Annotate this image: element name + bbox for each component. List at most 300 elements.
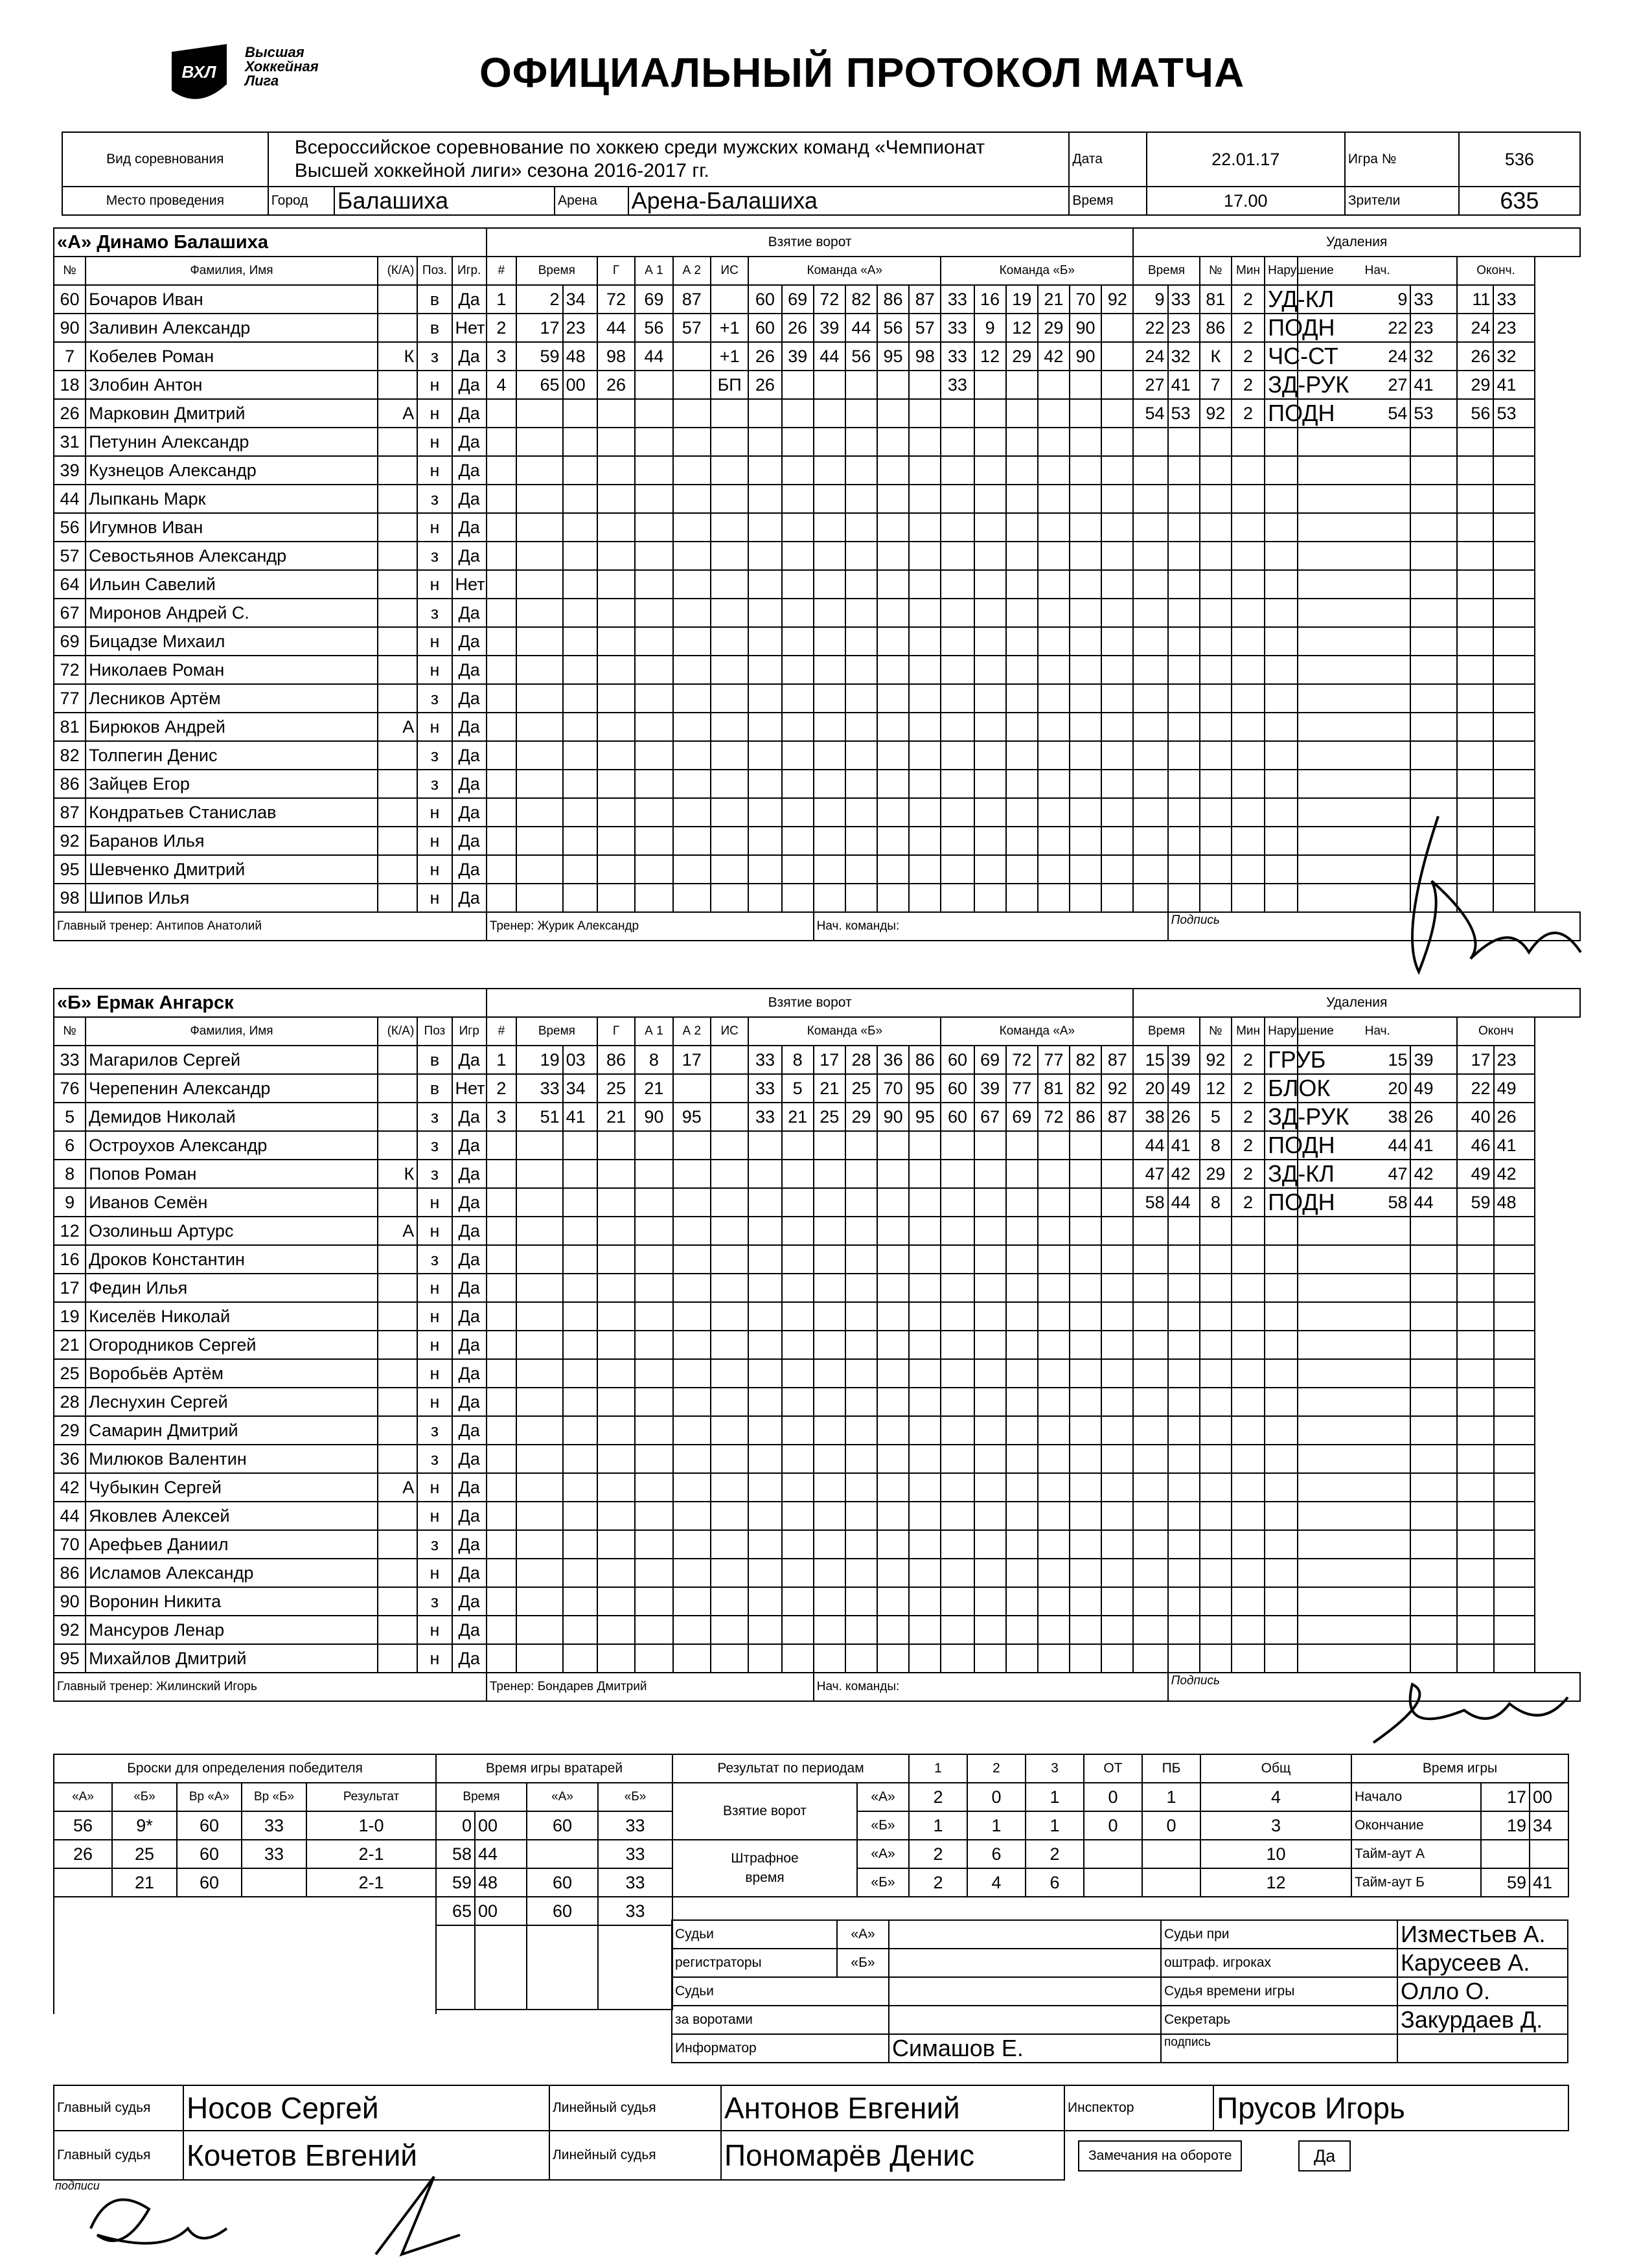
player-role bbox=[378, 1359, 417, 1388]
player-plays: Да bbox=[452, 1188, 487, 1217]
player-number: 17 bbox=[54, 1274, 86, 1302]
player-position: з bbox=[417, 542, 452, 570]
goal-opp-player bbox=[1038, 371, 1070, 399]
player-name: Черепенин Александр bbox=[86, 1074, 378, 1103]
player-name: Кондратьев Станислав bbox=[86, 798, 378, 827]
penbox-label-1: Судьи при bbox=[1161, 1920, 1397, 1949]
player-name: Арефьев Даниил bbox=[86, 1530, 378, 1559]
player-plays: Да bbox=[452, 1160, 487, 1188]
player-plays: Да bbox=[452, 513, 487, 542]
pen-end-min: 26 bbox=[1457, 342, 1493, 371]
goalie-min: 65 bbox=[436, 1897, 475, 1925]
goal-opp-player: 60 bbox=[941, 1074, 974, 1103]
period-pen-a: 6 bbox=[967, 1840, 1026, 1868]
player-number: 95 bbox=[54, 855, 86, 884]
pen-minutes: 2 bbox=[1232, 342, 1265, 371]
secretary: Закурдаев Д. bbox=[1397, 2006, 1568, 2034]
goal-own-player: 95 bbox=[909, 1103, 941, 1131]
shootout-cell: 33 bbox=[242, 1840, 306, 1868]
player-plays: Нет bbox=[452, 314, 487, 342]
goal-own-player: 95 bbox=[877, 342, 909, 371]
goal-sec: 23 bbox=[563, 314, 597, 342]
period-col: 1 bbox=[909, 1754, 967, 1783]
player-plays: Нет bbox=[452, 1074, 487, 1103]
secretary-label: Секретарь bbox=[1161, 2006, 1397, 2034]
pen-min: 24 bbox=[1133, 342, 1167, 371]
player-number: 26 bbox=[54, 399, 86, 428]
pen-player: К bbox=[1200, 342, 1232, 371]
player-position: н bbox=[417, 1473, 452, 1502]
player-position: в bbox=[417, 314, 452, 342]
shootout-cell: 1-0 bbox=[306, 1811, 436, 1840]
player-name: Лыпкань Марк bbox=[86, 485, 378, 513]
player-plays: Да bbox=[452, 1559, 487, 1587]
pen-end-sec: 33 bbox=[1493, 285, 1535, 314]
period-pen-a: 2 bbox=[1026, 1840, 1084, 1868]
gametime-judge: Олло О. bbox=[1397, 1977, 1568, 2006]
goal-scorer: 98 bbox=[597, 342, 635, 371]
goal-opp-player: 60 bbox=[941, 1103, 974, 1131]
goal-sec: 48 bbox=[563, 342, 597, 371]
pen-start-min: 24 bbox=[1298, 342, 1410, 371]
goalie-row bbox=[436, 1811, 672, 1840]
team-title: «А» Динамо Балашиха bbox=[54, 228, 487, 257]
period-results-table: Результат по периодам 1 2 3 ОТ ПБ Общ Взятие ворот «А» 2 0 1 0 1 4 «Б» 1 1 1 0 0 3 Штрафное время «А» 2 6 2 10 «Б» 2 4 6 12 bbox=[672, 1754, 1352, 1897]
match-info-table bbox=[62, 132, 1581, 216]
player-position: н bbox=[417, 1502, 452, 1530]
player-row bbox=[54, 513, 1580, 542]
place-label: Место проведения bbox=[62, 187, 268, 215]
player-name: Кобелев Роман bbox=[86, 342, 378, 371]
player-position: н bbox=[417, 1188, 452, 1217]
goalie-time-table: Время игры вратарей Время «А» «Б» 0 00 60 33 58 44 33 59 48 60 33 65 00 60 33 bbox=[435, 1754, 673, 2010]
player-role bbox=[378, 1046, 417, 1074]
player-row bbox=[54, 485, 1580, 513]
player-position: н bbox=[417, 1302, 452, 1331]
informer-label: Информатор bbox=[672, 2034, 889, 2063]
player-name: Чубыкин Сергей bbox=[86, 1473, 378, 1502]
player-plays: Да bbox=[452, 599, 487, 627]
player-plays: Да bbox=[452, 1644, 487, 1673]
goal-own-player: 86 bbox=[877, 285, 909, 314]
goal-opp-player: 67 bbox=[974, 1103, 1006, 1131]
player-number: 39 bbox=[54, 456, 86, 485]
referee-1: Носов Сергей bbox=[183, 2085, 549, 2131]
player-role bbox=[378, 798, 417, 827]
city-label: Город bbox=[268, 187, 334, 215]
goal-assist-2: 57 bbox=[673, 314, 711, 342]
player-number: 44 bbox=[54, 1502, 86, 1530]
player-number: 72 bbox=[54, 656, 86, 684]
player-row bbox=[54, 456, 1580, 485]
goal-min: 17 bbox=[516, 314, 563, 342]
goal-min: 2 bbox=[516, 285, 563, 314]
goal-opp-player: 33 bbox=[941, 285, 974, 314]
goal-own-player bbox=[782, 371, 814, 399]
goal-min: 51 bbox=[516, 1103, 563, 1131]
pen-start-min: 58 bbox=[1298, 1188, 1410, 1217]
player-role bbox=[378, 1445, 417, 1473]
goal-opp-player: 16 bbox=[974, 285, 1006, 314]
player-role bbox=[378, 1644, 417, 1673]
pen-player: 86 bbox=[1200, 314, 1232, 342]
period-pen-b: 4 bbox=[967, 1868, 1026, 1897]
game-time-timeout-a-label: Тайм-аут А bbox=[1351, 1840, 1481, 1868]
player-position: з bbox=[417, 1445, 452, 1473]
penalties-header: Удаления bbox=[1133, 228, 1580, 257]
period-goals-b: 1 bbox=[909, 1811, 967, 1840]
player-name: Яковлев Алексей bbox=[86, 1502, 378, 1530]
player-row bbox=[54, 770, 1580, 798]
player-row bbox=[54, 1559, 1580, 1587]
player-role bbox=[378, 684, 417, 713]
goal-own-player: 25 bbox=[814, 1103, 845, 1131]
goal-assist-1 bbox=[635, 371, 672, 399]
player-name: Магарилов Сергей bbox=[86, 1046, 378, 1074]
pen-end-min: 46 bbox=[1457, 1131, 1493, 1160]
competition-label: Вид соревнования bbox=[62, 132, 268, 187]
shootout-cell: 60 bbox=[177, 1840, 242, 1868]
player-row bbox=[54, 741, 1580, 770]
player-row bbox=[54, 713, 1580, 741]
player-number: 29 bbox=[54, 1416, 86, 1445]
coach: Тренер: Бондарев Дмитрий bbox=[487, 1673, 814, 1701]
player-plays: Да bbox=[452, 371, 487, 399]
goal-opp-player bbox=[1101, 342, 1133, 371]
period-col: ОТ bbox=[1084, 1754, 1142, 1783]
spectators-value: 635 bbox=[1459, 187, 1580, 215]
goal-opp-player: 33 bbox=[941, 314, 974, 342]
player-row bbox=[54, 1359, 1580, 1388]
goal-judges-label-2: за воротами bbox=[672, 2006, 889, 2034]
player-role bbox=[378, 1245, 417, 1274]
goal-sec: 34 bbox=[563, 1074, 597, 1103]
player-plays: Да bbox=[452, 342, 487, 371]
period-pen-b: 6 bbox=[1026, 1868, 1084, 1897]
linesman-2: Пономарёв Денис bbox=[721, 2131, 1064, 2180]
pen-minutes: 2 bbox=[1232, 285, 1265, 314]
goal-opp-player: 77 bbox=[1006, 1074, 1038, 1103]
player-row bbox=[54, 599, 1580, 627]
shootout-row bbox=[54, 1840, 436, 1868]
player-plays: Да bbox=[452, 542, 487, 570]
player-plays: Да bbox=[452, 456, 487, 485]
player-role bbox=[378, 456, 417, 485]
player-plays: Да bbox=[452, 1587, 487, 1616]
linesman-1: Антонов Евгений bbox=[721, 2085, 1064, 2131]
period-col: 3 bbox=[1026, 1754, 1084, 1783]
pen-minutes: 2 bbox=[1232, 1188, 1265, 1217]
goal-assist-1: 44 bbox=[635, 342, 672, 371]
player-position: з bbox=[417, 1103, 452, 1131]
player-position: н bbox=[417, 1388, 452, 1416]
goal-own-player: 87 bbox=[909, 285, 941, 314]
goal-opp-player bbox=[1006, 371, 1038, 399]
goal-opp-player: 70 bbox=[1070, 285, 1101, 314]
player-name: Шипов Илья bbox=[86, 884, 378, 912]
goalie-b: 33 bbox=[598, 1811, 672, 1840]
shootout-cell: 2-1 bbox=[306, 1840, 436, 1868]
player-row bbox=[54, 1388, 1580, 1416]
player-number: 6 bbox=[54, 1131, 86, 1160]
linesman-label-1: Линейный судья bbox=[549, 2085, 721, 2131]
sign-label: подпись bbox=[1161, 2034, 1397, 2063]
player-role bbox=[378, 627, 417, 656]
goal-opp-player: 87 bbox=[1101, 1046, 1133, 1074]
player-role bbox=[378, 1274, 417, 1302]
goal-strength bbox=[711, 1046, 748, 1074]
player-number: 67 bbox=[54, 599, 86, 627]
signatures-label: подписи bbox=[55, 2179, 100, 2192]
goal-own-player: 90 bbox=[877, 1103, 909, 1131]
pen-start-min: 20 bbox=[1298, 1074, 1410, 1103]
player-role: А bbox=[378, 1217, 417, 1245]
game-time-title: Время игры bbox=[1351, 1754, 1568, 1783]
pen-sec: 53 bbox=[1168, 399, 1200, 428]
player-name: Воронин Никита bbox=[86, 1587, 378, 1616]
player-name: Толпегин Денис bbox=[86, 741, 378, 770]
goal-number: 2 bbox=[487, 1074, 516, 1103]
periods-pen-label: Штрафное время bbox=[672, 1840, 857, 1897]
player-number: 98 bbox=[54, 884, 86, 912]
goal-assist-1: 8 bbox=[635, 1046, 672, 1074]
pen-sec: 41 bbox=[1168, 371, 1200, 399]
penalties-header: Удаления bbox=[1133, 989, 1580, 1017]
shootout-col: Вр «Б» bbox=[242, 1783, 306, 1811]
player-name: Бирюков Андрей bbox=[86, 713, 378, 741]
shootout-cell bbox=[242, 1868, 306, 1897]
player-row bbox=[54, 1188, 1580, 1217]
team-title: «Б» Ермак Ангарск bbox=[54, 989, 487, 1017]
goal-assist-2: 87 bbox=[673, 285, 711, 314]
period-pen-b bbox=[1142, 1868, 1200, 1897]
pen-end-min: 11 bbox=[1457, 285, 1493, 314]
player-number: 81 bbox=[54, 713, 86, 741]
player-role bbox=[378, 428, 417, 456]
player-position: н bbox=[417, 1644, 452, 1673]
shootout-cell: 25 bbox=[112, 1840, 177, 1868]
goalie-row bbox=[436, 1840, 672, 1868]
pen-sec: 39 bbox=[1168, 1046, 1200, 1074]
player-plays: Да bbox=[452, 399, 487, 428]
goalie-row bbox=[436, 1868, 672, 1897]
player-position: н bbox=[417, 1274, 452, 1302]
player-name: Севостьянов Александр bbox=[86, 542, 378, 570]
goal-own-player bbox=[909, 371, 941, 399]
goal-own-player: 98 bbox=[909, 342, 941, 371]
goal-opp-player: 82 bbox=[1070, 1046, 1101, 1074]
player-position: з bbox=[417, 684, 452, 713]
player-plays: Да bbox=[452, 428, 487, 456]
shootout-col: Вр «А» bbox=[177, 1783, 242, 1811]
city-value: Балашиха bbox=[334, 187, 555, 215]
player-row bbox=[54, 1160, 1580, 1188]
goal-min: 33 bbox=[516, 1074, 563, 1103]
goal-own-player: 39 bbox=[814, 314, 845, 342]
period-goals-b: 3 bbox=[1200, 1811, 1351, 1840]
player-row bbox=[54, 1074, 1580, 1103]
pen-minutes: 2 bbox=[1232, 1074, 1265, 1103]
pen-violation: ЗД-РУК bbox=[1265, 1103, 1298, 1131]
goalie-sec: 44 bbox=[475, 1840, 527, 1868]
player-number: 33 bbox=[54, 1046, 86, 1074]
game-time-timeout-a-min bbox=[1481, 1840, 1530, 1868]
goal-opp-player: 72 bbox=[1038, 1103, 1070, 1131]
player-role bbox=[378, 599, 417, 627]
goal-opp-player: 77 bbox=[1038, 1046, 1070, 1074]
player-name: Исламов Александр bbox=[86, 1559, 378, 1587]
game-time-end-min: 19 bbox=[1481, 1811, 1530, 1840]
period-pen-a: 10 bbox=[1200, 1840, 1351, 1868]
pen-start-min: 22 bbox=[1298, 314, 1410, 342]
player-number: 5 bbox=[54, 1103, 86, 1131]
player-plays: Да bbox=[452, 1131, 487, 1160]
pen-start-sec: 23 bbox=[1410, 314, 1457, 342]
player-position: н bbox=[417, 1217, 452, 1245]
signature-referees bbox=[71, 2157, 473, 2267]
goalie-title: Время игры вратарей bbox=[436, 1754, 672, 1783]
pen-start-min: 38 bbox=[1298, 1103, 1410, 1131]
goal-own-player: 33 bbox=[748, 1103, 781, 1131]
game-time-start-min: 17 bbox=[1481, 1783, 1530, 1811]
goal-opp-player: 19 bbox=[1006, 285, 1038, 314]
coach: Тренер: Журик Александр bbox=[487, 912, 814, 941]
player-name: Шевченко Дмитрий bbox=[86, 855, 378, 884]
player-plays: Да bbox=[452, 855, 487, 884]
player-position: з bbox=[417, 1160, 452, 1188]
player-row bbox=[54, 1616, 1580, 1644]
goal-opp-player: 92 bbox=[1101, 285, 1133, 314]
player-name: Петунин Александр bbox=[86, 428, 378, 456]
pen-end-sec: 41 bbox=[1493, 371, 1535, 399]
goal-own-player bbox=[845, 371, 877, 399]
player-plays: Да bbox=[452, 1217, 487, 1245]
pen-end-min: 40 bbox=[1457, 1103, 1493, 1131]
player-name: Баранов Илья bbox=[86, 827, 378, 855]
player-role bbox=[378, 1188, 417, 1217]
goal-own-player bbox=[877, 371, 909, 399]
player-plays: Да bbox=[452, 656, 487, 684]
period-goals-a: 1 bbox=[1142, 1783, 1200, 1811]
player-row bbox=[54, 1445, 1580, 1473]
goal-opp-player: 92 bbox=[1101, 1074, 1133, 1103]
player-role bbox=[378, 1502, 417, 1530]
pen-end-sec: 23 bbox=[1494, 1046, 1535, 1074]
pen-player: 8 bbox=[1200, 1188, 1232, 1217]
player-number: 86 bbox=[54, 770, 86, 798]
period-pen-a bbox=[1142, 1840, 1200, 1868]
player-role: К bbox=[378, 342, 417, 371]
player-row bbox=[54, 1217, 1580, 1245]
goal-opp-player: 39 bbox=[974, 1074, 1006, 1103]
goal-opp-player: 60 bbox=[941, 1046, 974, 1074]
pen-start-min: 44 bbox=[1298, 1131, 1410, 1160]
pen-end-min: 22 bbox=[1457, 1074, 1493, 1103]
player-name: Огородников Сергей bbox=[86, 1331, 378, 1359]
pen-end-sec: 48 bbox=[1494, 1188, 1535, 1217]
player-number: 86 bbox=[54, 1559, 86, 1587]
player-position: н bbox=[417, 513, 452, 542]
player-role bbox=[378, 1587, 417, 1616]
player-position: н bbox=[417, 713, 452, 741]
ref-label-1: Главный судья bbox=[54, 2085, 183, 2131]
inspector: Прусов Игорь bbox=[1213, 2085, 1568, 2131]
player-row bbox=[54, 798, 1580, 827]
officials-table bbox=[53, 1919, 1568, 2063]
player-number: 90 bbox=[54, 314, 86, 342]
goalie-a: 60 bbox=[527, 1897, 598, 1925]
goal-sec: 41 bbox=[563, 1103, 597, 1131]
period-pen-a: 2 bbox=[909, 1840, 967, 1868]
pen-end-min: 56 bbox=[1457, 399, 1493, 428]
penbox-judge-1: Изместьев А. bbox=[1397, 1920, 1568, 1949]
pen-min: 58 bbox=[1133, 1188, 1167, 1217]
goal-own-player: 60 bbox=[748, 285, 781, 314]
goals-header: Взятие ворот bbox=[487, 228, 1134, 257]
player-role bbox=[378, 1302, 417, 1331]
player-name: Иванов Семён bbox=[86, 1188, 378, 1217]
game-number-label: Игра № bbox=[1345, 132, 1459, 187]
player-role bbox=[378, 1074, 417, 1103]
goal-own-player: 33 bbox=[748, 1074, 781, 1103]
goalie-sec: 48 bbox=[475, 1868, 527, 1897]
notes-label: Замечания на обороте bbox=[1078, 2140, 1242, 2171]
goal-number: 3 bbox=[487, 342, 516, 371]
player-row bbox=[54, 884, 1580, 912]
player-role bbox=[378, 855, 417, 884]
goal-scorer: 44 bbox=[597, 314, 635, 342]
game-time-start-label: Начало bbox=[1351, 1783, 1481, 1811]
shootout-row bbox=[54, 1868, 436, 1897]
goal-opp-player: 69 bbox=[974, 1046, 1006, 1074]
player-row bbox=[54, 399, 1580, 428]
player-position: н bbox=[417, 798, 452, 827]
player-name: Михайлов Дмитрий bbox=[86, 1644, 378, 1673]
player-row bbox=[54, 570, 1580, 599]
player-number: 9 bbox=[54, 1188, 86, 1217]
player-row bbox=[54, 1131, 1580, 1160]
team-b-table: «Б» Ермак Ангарск Взятие ворот Удаления № Фамилия, Имя (К/А) Поз Игр # Время Г А 1 А 2 ИС Команда «Б» Команда «А» Время № Мин Нарушение Нач. Оконч 33 Магарилов Сергей в Да 1 19 03 86 8 17 33 8 17 28 36 86 60 69 72 77 82 87 15 39 92 2 ГРУБ 15 39 17 23 76 Черепенин Александр в Нет 2 33 34 25 21 33 5 21 25 70 95 60 39 77 81 82 92 20 49 12 2 БЛОК 20 49 22 49 5 Демидов Николай з Да 3 51 41 21 90 95 33 21 25 29 90 95 60 67 69 72 86 87 38 26 5 2 ЗД-РУК 38 26 40 26 6 Остроухов Александр з Да 44 41 8 2 ПОДН 44 41 46 41 8 Попов Роман К з Да 47 42 29 2 ЗД-КЛ 47 42 49 42 9 Иванов Семён н Да 58 44 8 2 ПОДН 58 44 59 48 12 Озолиньш Артурс А н Да 16 Дроков Константин з Да 17 Федин Илья н Да 19 Киселёв Николай н Да 21 Огородников Сергей н Да 25 Воробьёв Артём н Да 28 Леснухин Сергей н Да 29 Самарин Дмитрий з Да 36 Милюков Валентин з Да 42 Чубыкин Сергей А н Да 44 Яковлев Алексей н Да 70 Арефьев Даниил з Да 86 Исламов Александр н Да 90 Воронин Никита з Да 92 Мансуров Ленар н Да 95 Михайлов Дмитрий н Да Главный тренер: Жилинский Игорь Тренер: Бондарев Дмитрий Нач. команды: Подпись bbox=[53, 988, 1581, 1702]
shootout-col: «Б» bbox=[112, 1783, 177, 1811]
periods-title: Результат по периодам bbox=[672, 1754, 909, 1783]
player-plays: Да bbox=[452, 1302, 487, 1331]
pen-end-sec: 26 bbox=[1494, 1103, 1535, 1131]
goal-own-player bbox=[814, 371, 845, 399]
shootout-title: Броски для определения победителя bbox=[54, 1754, 436, 1783]
player-role: К bbox=[378, 1160, 417, 1188]
period-goals-a: 0 bbox=[1084, 1783, 1142, 1811]
goal-own-player: 56 bbox=[877, 314, 909, 342]
game-number-value: 536 bbox=[1459, 132, 1580, 187]
player-row bbox=[54, 314, 1580, 342]
period-col: 2 bbox=[967, 1754, 1026, 1783]
player-role: А bbox=[378, 713, 417, 741]
game-time-timeout-a-sec bbox=[1530, 1840, 1568, 1868]
goal-opp-player: 33 bbox=[941, 371, 974, 399]
goalie-sec: 00 bbox=[475, 1811, 527, 1840]
player-position: н bbox=[417, 570, 452, 599]
player-number: 25 bbox=[54, 1359, 86, 1388]
player-row bbox=[54, 855, 1580, 884]
pen-minutes: 2 bbox=[1232, 1131, 1265, 1160]
player-role bbox=[378, 1131, 417, 1160]
pen-start-min: 15 bbox=[1298, 1046, 1410, 1074]
goal-own-player: 26 bbox=[748, 371, 781, 399]
arena-label: Арена bbox=[555, 187, 628, 215]
goal-assist-2 bbox=[673, 342, 711, 371]
player-row bbox=[54, 827, 1580, 855]
pen-sec: 49 bbox=[1168, 1074, 1200, 1103]
